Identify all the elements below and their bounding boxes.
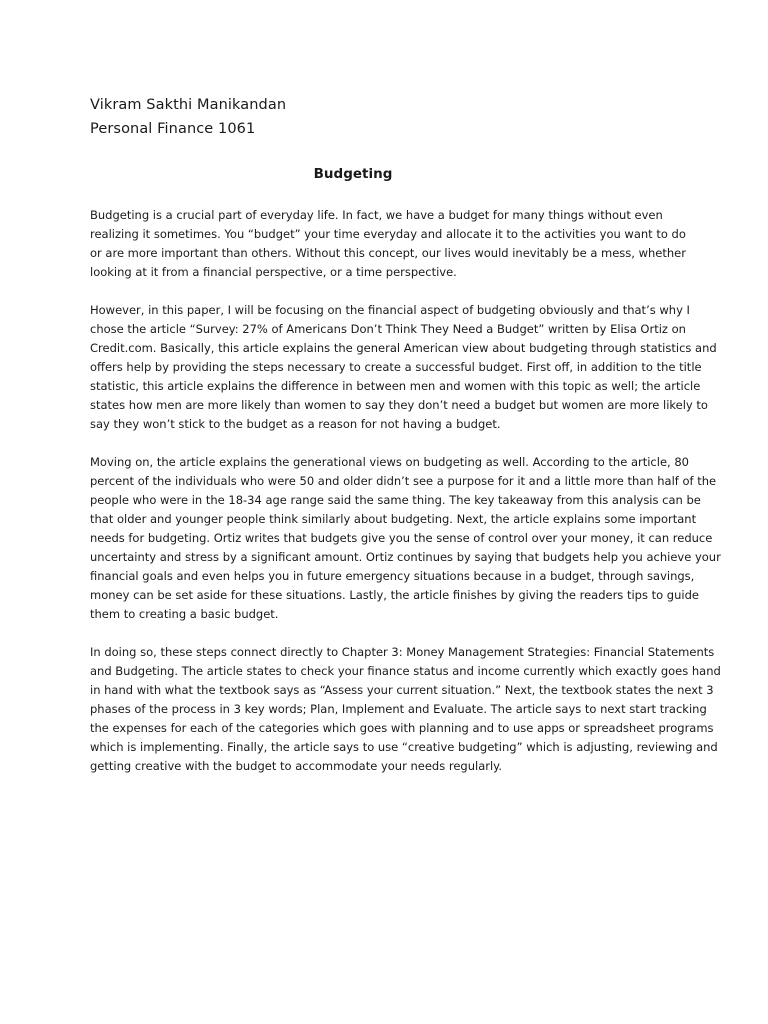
paragraph-2 bbox=[90, 301, 717, 434]
paragraph-line: looking at it from a financial perspective, or a time perspective. bbox=[90, 265, 457, 279]
paragraph-line: which is implementing. Finally, the article says to use “creative budgeting” which is adjusting, reviewing and bbox=[90, 740, 718, 754]
paragraph-line: in hand with what the textbook says as “Assess your current situation.” Next, the textbook states the next 3 bbox=[90, 683, 714, 697]
paragraph-line: statistic, this article explains the difference in between men and women with this topic as well; the article bbox=[90, 379, 701, 393]
paragraph-line: people who were in the 18-34 age range said the same thing. The key takeaway from this analysis can be bbox=[90, 493, 701, 507]
paragraph-line: them to creating a basic budget. bbox=[90, 607, 279, 621]
paragraph-line: realizing it sometimes. You “budget” your time everyday and allocate it to the activities you want to do bbox=[90, 227, 686, 241]
paragraph-line: that older and younger people think similarly about budgeting. Next, the article explains some important bbox=[90, 512, 697, 526]
paragraph-line: say they won’t stick to the budget as a reason for not having a budget. bbox=[90, 417, 501, 431]
paragraph-line: financial goals and even helps you in future emergency situations because in a budget, through savings, bbox=[90, 569, 695, 583]
paragraph-line: or are more important than others. Without this concept, our lives would inevitably be a mess, whether bbox=[90, 246, 686, 260]
paragraph-line: money can be set aside for these situations. Lastly, the article finishes by giving the readers tips to guide bbox=[90, 588, 699, 602]
paragraph-line: percent of the individuals who were 50 and older didn’t see a purpose for it and a little more than half of the bbox=[90, 474, 717, 488]
paragraph-line: phases of the process in 3 key words; Plan, Implement and Evaluate. The article says to next start tracking bbox=[90, 702, 707, 716]
document-header bbox=[90, 93, 690, 141]
paragraph-line: needs for budgeting. Ortiz writes that budgets give you the sense of control over your money, it can reduce bbox=[90, 531, 713, 545]
paragraph-line: Moving on, the article explains the generational views on budgeting as well. According to the article, 80 bbox=[90, 455, 689, 469]
paragraph-1 bbox=[90, 206, 690, 282]
course-name: Personal Finance 1061 bbox=[90, 121, 256, 137]
author-name: Vikram Sakthi Manikandan bbox=[90, 97, 287, 113]
paragraph-line: However, in this paper, I will be focusing on the financial aspect of budgeting obviously and that’s why I bbox=[90, 303, 690, 317]
paragraph-line: states how men are more likely than women to say they don’t need a budget but women are more likely to bbox=[90, 398, 708, 412]
paragraph-4 bbox=[90, 643, 721, 776]
paragraph-line: chose the article “Survey: 27% of Americans Don’t Think They Need a Budget” written by Elisa Ortiz on bbox=[90, 322, 686, 336]
paragraph-line: offers help by providing the steps necessary to create a successful budget. First off, in addition to the title bbox=[90, 360, 702, 374]
paragraph-line: and Budgeting. The article states to check your finance status and income currently which exactly goes hand bbox=[90, 664, 721, 678]
document-title: Budgeting bbox=[313, 166, 393, 182]
paragraph-line: the expenses for each of the categories which goes with planning and to use apps or spreadsheet programs bbox=[90, 721, 714, 735]
paragraph-3 bbox=[90, 453, 721, 624]
paragraph-line: Credit.com. Basically, this article explains the general American view about budgeting through statistics and bbox=[90, 341, 717, 355]
paragraph-line: getting creative with the budget to accommodate your needs regularly. bbox=[90, 759, 502, 773]
paragraph-line: Budgeting is a crucial part of everyday life. In fact, we have a budget for many things without even bbox=[90, 208, 663, 222]
document-body bbox=[90, 206, 721, 795]
paragraph-line: uncertainty and stress by a significant amount. Ortiz continues by saying that budgets help you achieve your bbox=[90, 550, 721, 564]
paragraph-line: In doing so, these steps connect directly to Chapter 3: Money Management Strategies: Financial Statements bbox=[90, 645, 715, 659]
